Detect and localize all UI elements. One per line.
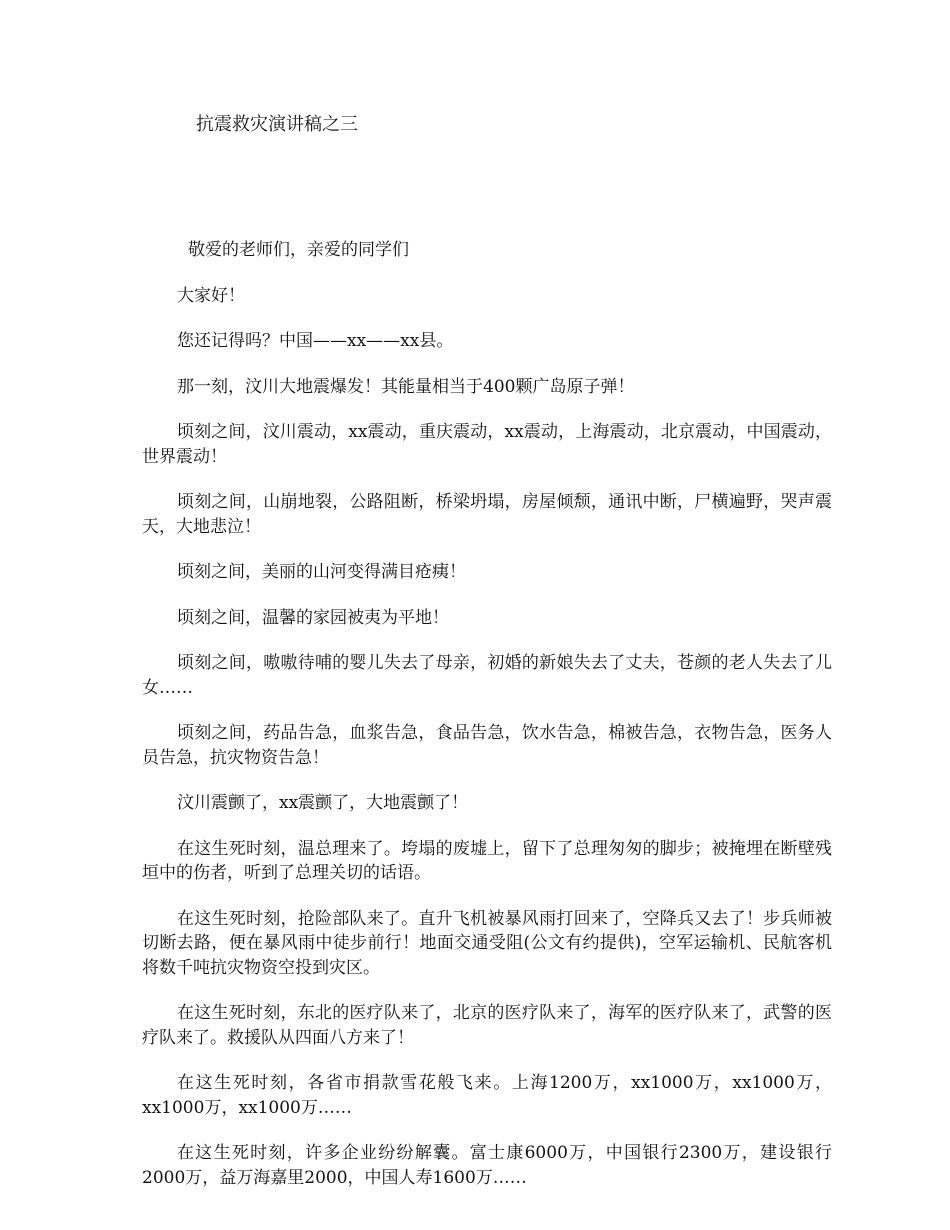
- paragraph-greeting: 大家好！: [177, 285, 245, 306]
- paragraph: 顷刻之间，山崩地裂，公路阻断，桥梁坍塌，房屋倾颓，通讯中断，尸横遍野，哭声震天，大地悲泣！: [142, 492, 832, 537]
- paragraph: 那一刻，汶川大地震爆发！其能量相当于400颗广岛原子弹！: [177, 376, 635, 397]
- document-body: [142, 238, 832, 1211]
- paragraph: 在这生死时刻，东北的医疗队来了，北京的医疗队来了，海军的医疗队来了，武警的医疗队来了。救援队从四面八方来了！: [142, 1003, 832, 1048]
- paragraph: 在这生死时刻，温总理来了。垮塌的废墟上，留下了总理匆匆的脚步；被掩埋在断壁残垣中的伤者，听到了总理关切的话语。: [142, 838, 832, 883]
- paragraph: 顷刻之间，温馨的家园被夷为平地！: [177, 607, 449, 628]
- paragraph: 在这生死时刻，各省市捐款雪花般飞来。上海1200万，xx1000万，xx1000万，xx1000万，xx1000万……: [142, 1073, 832, 1118]
- paragraph: 顷刻之间，嗷嗷待哺的婴儿失去了母亲，初婚的新娘失去了丈夫，苍颜的老人失去了儿女……: [142, 653, 832, 698]
- paragraph: 顷刻之间，汶川震动，xx震动，重庆震动，xx震动，上海震动，北京震动，中国震动，世界震动！: [142, 422, 832, 467]
- paragraph: 顷刻之间，美丽的山河变得满目疮痍！: [177, 562, 466, 582]
- paragraph-salutation: 敬爱的老师们，亲爱的同学们: [188, 240, 409, 260]
- paragraph: 汶川震颤了，xx震颤了，大地震颤了！: [177, 793, 469, 813]
- paragraph: 您还记得吗？中国——xx——xx县。: [177, 331, 454, 351]
- paragraph: 顷刻之间，药品告急，血浆告急，食品告急，饮水告急，棉被告急，衣物告急，医务人员告急，抗灾物资告急！: [142, 723, 832, 768]
- paragraph: 在这生死时刻，抢险部队来了。直升飞机被暴风雨打回来了，空降兵又去了！步兵师被切断去路，便在暴风雨中徒步前行！地面交通受阻(公文有约提供)，空军运输机、民航客机将数千吨抗灾物资空投到灾区。: [142, 908, 832, 978]
- paragraph: 在这生死时刻，许多企业纷纷解囊。富士康6000万，中国银行2300万，建设银行2000万，益万海嘉里2000，中国人寿1600万……: [142, 1143, 832, 1188]
- document-title: 抗震救灾演讲稿之三: [196, 114, 358, 135]
